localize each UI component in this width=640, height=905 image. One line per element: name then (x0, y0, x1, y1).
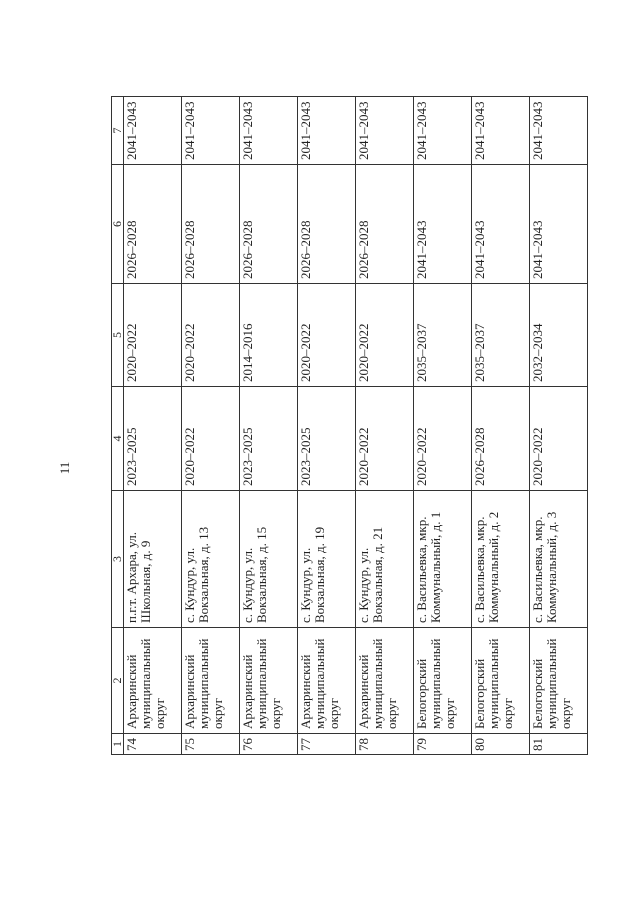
period-cell: 2023–2025 (124, 387, 182, 491)
column-header: 5 (112, 284, 124, 387)
row-number: 74 (124, 734, 182, 755)
period-cell: 2023–2025 (298, 387, 356, 491)
address-cell: с. Васильевка, мкр. Коммунальный, д. 3 (530, 491, 588, 628)
table-row (240, 97, 298, 755)
row-number: 79 (414, 734, 472, 755)
column-header: 6 (112, 165, 124, 284)
column-header: 7 (112, 97, 124, 165)
period-cell: 2026–2028 (472, 387, 530, 491)
table-row (414, 97, 472, 755)
period-cell: 2020–2022 (124, 284, 182, 387)
period-cell: 2026–2028 (356, 165, 414, 284)
period-cell: 2026–2028 (240, 165, 298, 284)
address-cell: с. Кундур, ул. Вокзальная, д. 15 (240, 491, 298, 628)
period-cell: 2041–2043 (414, 97, 472, 165)
address-cell: п.г.т. Архара, ул. Школьная, д. 9 (124, 491, 182, 628)
row-number: 78 (356, 734, 414, 755)
period-cell: 2035–2037 (414, 284, 472, 387)
period-cell: 2020–2022 (182, 284, 240, 387)
district-cell: Архаринский муниципальный округ (356, 628, 414, 734)
schedule-table-container (111, 97, 588, 755)
period-cell: 2023–2025 (240, 387, 298, 491)
district-cell: Белогорский муниципальный округ (414, 628, 472, 734)
district-cell: Архаринский муниципальный округ (124, 628, 182, 734)
period-cell: 2026–2028 (124, 165, 182, 284)
period-cell: 2032–2034 (530, 284, 588, 387)
period-cell: 2041–2043 (472, 97, 530, 165)
address-cell: с. Кундур, ул. Вокзальная, д. 19 (298, 491, 356, 628)
period-cell: 2026–2028 (298, 165, 356, 284)
row-number: 76 (240, 734, 298, 755)
period-cell: 2020–2022 (356, 284, 414, 387)
period-cell: 2020–2022 (530, 387, 588, 491)
table-row (356, 97, 414, 755)
period-cell: 2041–2043 (298, 97, 356, 165)
table-row (124, 97, 182, 755)
period-cell: 2020–2022 (182, 387, 240, 491)
column-header: 2 (112, 628, 124, 734)
period-cell: 2041–2043 (240, 97, 298, 165)
period-cell: 2041–2043 (530, 97, 588, 165)
district-cell: Архаринский муниципальный округ (182, 628, 240, 734)
table-header-row (112, 97, 124, 755)
row-number: 77 (298, 734, 356, 755)
row-number: 75 (182, 734, 240, 755)
period-cell: 2041–2043 (530, 165, 588, 284)
period-cell: 2026–2028 (182, 165, 240, 284)
district-cell: Архаринский муниципальный округ (298, 628, 356, 734)
period-cell: 2014–2016 (240, 284, 298, 387)
period-cell: 2020–2022 (298, 284, 356, 387)
period-cell: 2041–2043 (472, 165, 530, 284)
period-cell: 2041–2043 (182, 97, 240, 165)
schedule-table (111, 96, 588, 755)
page-number: 11 (57, 461, 72, 475)
district-cell: Архаринский муниципальный округ (240, 628, 298, 734)
period-cell: 2020–2022 (414, 387, 472, 491)
period-cell: 2041–2043 (124, 97, 182, 165)
district-cell: Белогорский муниципальный округ (472, 628, 530, 734)
column-header: 3 (112, 491, 124, 628)
address-cell: с. Кундур, ул. Вокзальная, д. 21 (356, 491, 414, 628)
address-cell: с. Васильевка, мкр. Коммунальный, д. 1 (414, 491, 472, 628)
table-row (298, 97, 356, 755)
table-row (182, 97, 240, 755)
period-cell: 2020–2022 (356, 387, 414, 491)
period-cell: 2035–2037 (472, 284, 530, 387)
table-row (472, 97, 530, 755)
address-cell: с. Кундур, ул. Вокзальная, д. 13 (182, 491, 240, 628)
district-cell: Белогорский муниципальный округ (530, 628, 588, 734)
table-row (530, 97, 588, 755)
row-number: 80 (472, 734, 530, 755)
column-header: 4 (112, 387, 124, 491)
period-cell: 2041–2043 (414, 165, 472, 284)
column-header: 1 (112, 734, 124, 755)
row-number: 81 (530, 734, 588, 755)
period-cell: 2041–2043 (356, 97, 414, 165)
address-cell: с. Васильевка, мкр. Коммунальный, д. 2 (472, 491, 530, 628)
